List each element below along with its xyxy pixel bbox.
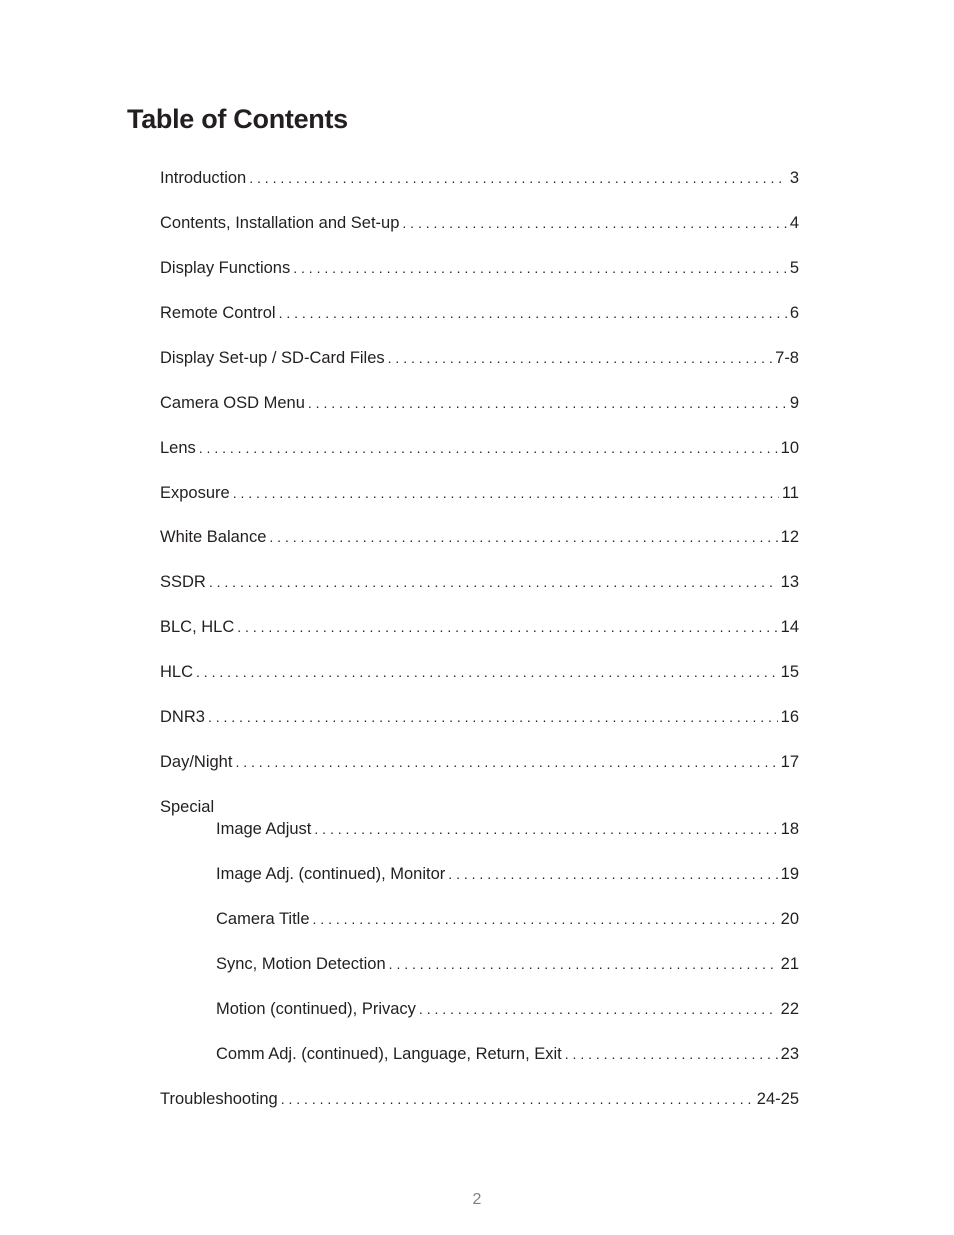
dot-leader: [281, 1088, 754, 1110]
toc-entry-remote-control[interactable]: [160, 302, 799, 324]
toc-entry-label: DNR3: [160, 708, 205, 726]
toc-entry-label: White Balance: [160, 528, 267, 546]
toc-entry-lens[interactable]: [160, 437, 799, 459]
dot-leader: [209, 571, 778, 593]
toc-entry-page: 6: [789, 304, 799, 322]
toc-entry-page: 18: [780, 820, 799, 838]
dot-leader: [308, 392, 787, 414]
dot-leader: [313, 908, 778, 930]
toc-entry-label: Motion (continued), Privacy: [216, 1000, 416, 1018]
dot-leader: [235, 751, 777, 773]
dot-leader: [293, 257, 787, 279]
dot-leader: [448, 863, 777, 885]
toc-entry-page: 3: [789, 169, 799, 187]
toc-entry-label: Camera Title: [216, 910, 310, 928]
page-title: Table of Contents: [127, 104, 348, 134]
dot-leader: [388, 347, 772, 369]
toc-entry-page: 14: [780, 618, 799, 636]
toc-entry-label: Remote Control: [160, 304, 276, 322]
toc-entry-label: HLC: [160, 663, 194, 681]
toc-entry-label: Camera OSD Menu: [160, 394, 305, 412]
toc-entry-blc-hlc[interactable]: [160, 616, 799, 638]
toc-entry-label: Exposure: [160, 484, 230, 502]
toc-entry-camera-osd-menu[interactable]: [160, 392, 799, 414]
dot-leader: [565, 1043, 778, 1065]
toc-entry-page: 5: [789, 259, 799, 277]
toc-entry-ssdr[interactable]: [160, 571, 799, 593]
dot-leader: [199, 437, 778, 459]
toc-entry-page: 9: [789, 394, 799, 412]
toc-entry-sync-motion[interactable]: [216, 953, 799, 975]
toc-entry-image-adj-monitor[interactable]: [216, 863, 799, 885]
toc-entry-label: Image Adj. (continued), Monitor: [216, 865, 446, 883]
toc-entry-introduction[interactable]: [160, 167, 799, 189]
toc-entry-page: 7-8: [775, 349, 799, 367]
page-number: 2: [472, 1191, 482, 1208]
toc-entry-display-functions[interactable]: [160, 257, 799, 279]
toc-entry-page: 12: [780, 528, 799, 546]
dot-leader: [237, 616, 777, 638]
toc-entry-camera-title[interactable]: [216, 908, 799, 930]
toc-entry-label: SSDR: [160, 573, 206, 591]
toc-entry-label: Day/Night: [160, 753, 233, 771]
toc-entry-display-setup[interactable]: [160, 347, 799, 369]
toc-entry-label: Image Adjust: [216, 820, 312, 838]
dot-leader: [233, 482, 779, 504]
toc-entry-page: 15: [780, 663, 799, 681]
toc-entry-page: 13: [780, 573, 799, 591]
toc-entry-page: 20: [780, 910, 799, 928]
dot-leader: [269, 526, 777, 548]
section-heading-special: Special: [160, 798, 215, 816]
dot-leader: [279, 302, 787, 324]
toc-entry-label: Introduction: [160, 169, 247, 187]
dot-leader: [249, 167, 787, 189]
toc-entry-troubleshooting[interactable]: [160, 1088, 799, 1110]
toc-entry-label: Lens: [160, 439, 196, 457]
toc-entry-label: Sync, Motion Detection: [216, 955, 386, 973]
toc-entry-page: 23: [780, 1045, 799, 1063]
toc-entry-dnr3[interactable]: [160, 706, 799, 728]
toc-entry-comm-adj[interactable]: [216, 1043, 799, 1065]
toc-entry-label: Troubleshooting: [160, 1090, 278, 1108]
dot-leader: [196, 661, 778, 683]
dot-leader: [208, 706, 778, 728]
toc-entry-label: Display Functions: [160, 259, 291, 277]
toc-entry-page: 10: [780, 439, 799, 457]
toc-entry-motion-privacy[interactable]: [216, 998, 799, 1020]
toc-entry-exposure[interactable]: [160, 482, 799, 504]
toc-entry-page: 19: [780, 865, 799, 883]
toc-entry-image-adjust[interactable]: [216, 818, 799, 840]
toc-entry-day-night[interactable]: [160, 751, 799, 773]
toc-entry-page: 22: [780, 1000, 799, 1018]
toc-entry-label: Contents, Installation and Set-up: [160, 214, 400, 232]
toc-entry-label: Display Set-up / SD-Card Files: [160, 349, 385, 367]
dot-leader: [314, 818, 777, 840]
toc-entry-page: 17: [780, 753, 799, 771]
toc-entry-page: 16: [780, 708, 799, 726]
toc-entry-page: 24-25: [756, 1090, 799, 1108]
dot-leader: [389, 953, 778, 975]
dot-leader: [419, 998, 778, 1020]
toc-entry-label: BLC, HLC: [160, 618, 235, 636]
toc-entry-page: 21: [780, 955, 799, 973]
toc-entry-white-balance[interactable]: [160, 526, 799, 548]
toc-entry-hlc[interactable]: [160, 661, 799, 683]
toc-entry-page: 4: [789, 214, 799, 232]
toc-entry-label: Comm Adj. (continued), Language, Return, Exit: [216, 1045, 562, 1063]
dot-leader: [402, 212, 786, 234]
toc-entry-contents-installation[interactable]: [160, 212, 799, 234]
toc-entry-page: 11: [781, 484, 799, 502]
